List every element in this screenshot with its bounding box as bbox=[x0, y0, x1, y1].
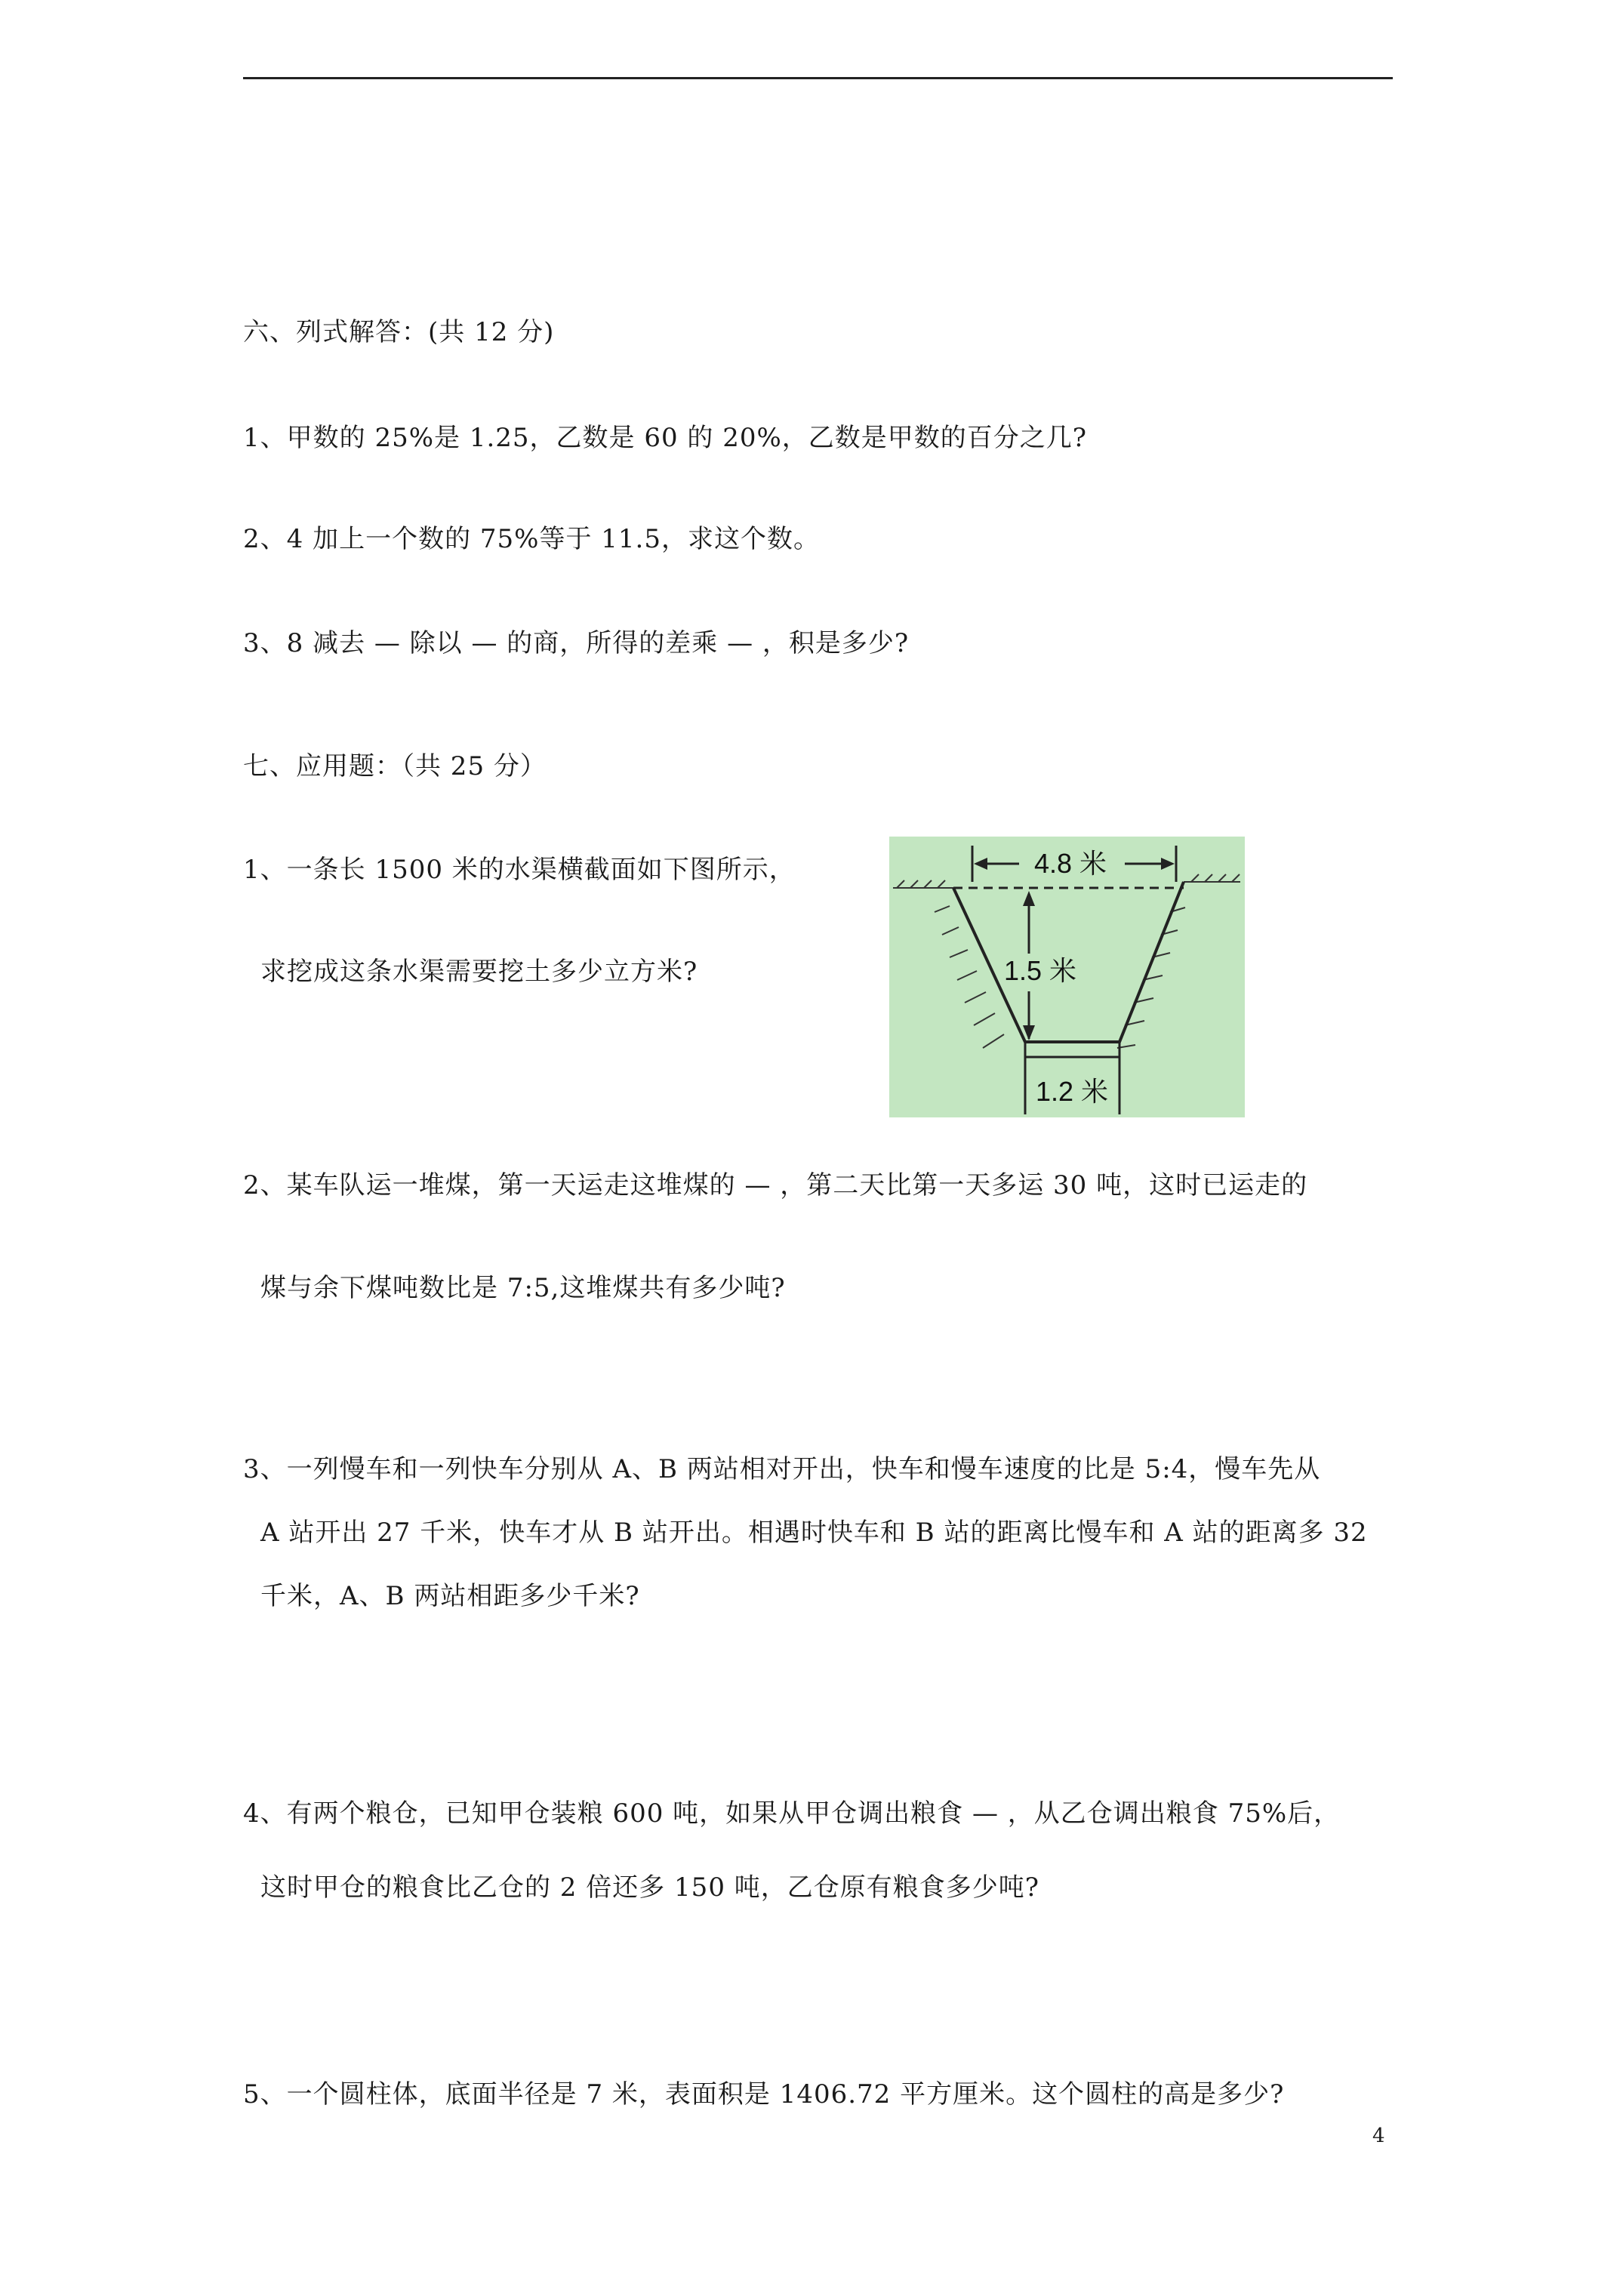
arrow-up-icon bbox=[1023, 891, 1035, 906]
section-six-title: 六、列式解答：(共 12 分) bbox=[243, 317, 555, 347]
arrow-left-icon bbox=[974, 858, 987, 870]
channel-cross-section-figure bbox=[889, 837, 1245, 1117]
section-seven-question-4-line-2: 这时甲仓的粮食比乙仓的 2 倍还多 150 吨，乙仓原有粮食多少吨? bbox=[260, 1872, 1039, 1903]
section-seven-title: 七、应用题：（共 25 分） bbox=[243, 751, 547, 781]
section-seven-question-3-line-1: 3、一列慢车和一列快车分别从 A、B 两站相对开出，快车和慢车速度的比是 5:4，慢车先从 bbox=[243, 1454, 1321, 1484]
channel-bottom bbox=[1025, 1042, 1119, 1057]
section-six-question-2: 2、4 加上一个数的 75%等于 11.5，求这个数。 bbox=[243, 524, 820, 554]
top-width-label: 4.8 米 bbox=[1033, 848, 1107, 879]
section-seven-question-5: 5、一个圆柱体，底面半径是 7 米，表面积是 1406.72 平方厘米。这个圆柱的高是多少? bbox=[243, 2079, 1285, 2110]
header-rule bbox=[243, 77, 1393, 79]
arrow-right-icon bbox=[1161, 858, 1175, 870]
section-seven-question-1-line-2: 求挖成这条水渠需要挖土多少立方米? bbox=[260, 957, 698, 987]
section-seven-question-3-line-2: A 站开出 27 千米，快车才从 B 站开出。相遇时快车和 B 站的距离比慢车和 A 站的距离多 32 bbox=[260, 1518, 1368, 1548]
section-seven-question-1-line-1: 1、一条长 1500 米的水渠横截面如下图所示， bbox=[243, 855, 796, 885]
section-six-question-1: 1、甲数的 25%是 1.25，乙数是 60 的 20%，乙数是甲数的百分之几? bbox=[243, 423, 1088, 453]
section-seven-question-3-line-3: 千米，A、B 两站相距多少千米? bbox=[260, 1581, 640, 1611]
section-seven-question-4-line-1: 4、有两个粮仓，已知甲仓装粮 600 吨，如果从甲仓调出粮食 — ，从乙仓调出粮食 75%后， bbox=[243, 1798, 1341, 1829]
channel-diagram bbox=[889, 837, 1245, 1117]
section-six-question-3: 3、8 减去 — 除以 — 的商，所得的差乘 — ，积是多少? bbox=[243, 628, 910, 658]
section-seven-question-2-line-1: 2、某车队运一堆煤，第一天运走这堆煤的 — ，第二天比第一天多运 30 吨，这时已运走的 bbox=[243, 1170, 1308, 1200]
page-number: 4 bbox=[1372, 2125, 1385, 2147]
bottom-width-label: 1.2 米 bbox=[1035, 1076, 1109, 1107]
section-seven-question-2-line-2: 煤与余下煤吨数比是 7:5,这堆煤共有多少吨? bbox=[260, 1273, 786, 1303]
height-label: 1.5 米 bbox=[1003, 955, 1077, 986]
